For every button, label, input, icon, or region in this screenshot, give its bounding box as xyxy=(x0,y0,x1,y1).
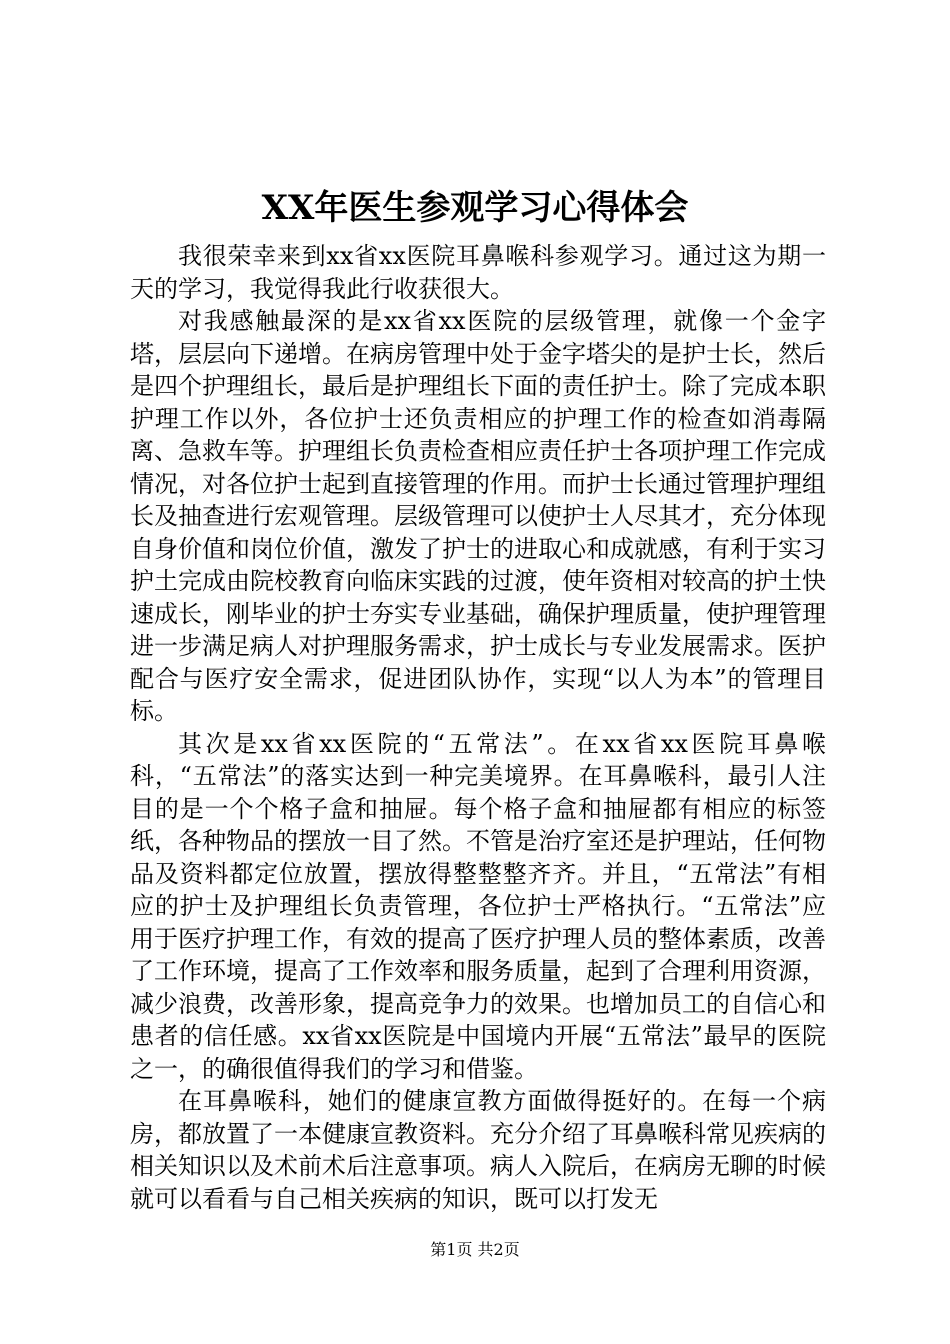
page-footer: 第1页 共2页 xyxy=(430,1240,520,1259)
paragraph-3: 其次是xx省xx医院的“五常法”。在xx省xx医院耳鼻喉科，“五常法”的落实达到一种完美境界。在耳鼻喉科，最引人注目的是一个个格子盒和抽屉。每个格子盒和抽屉都有相应的标签纸，各种物品的摆放一目了然。不管是治疗室还是护理站，任何物品及资料都定位放置，摆放得整整整齐齐。并且，“五常法”有相应的护士及护理组长负责管理，各位护士严格执行。“五常法”应用于医疗护理工作，有效的提高了医疗护理人员的整体素质，改善了工作环境，提高了工作效率和服务质量，起到了合理利用资源，减少浪费，改善形象，提高竞争力的效果。也增加员工的自信心和患者的信任感。xx省xx医院是中国境内开展“五常法”最早的医院之一，的确很值得我们的学习和借鉴。 xyxy=(130,729,826,1083)
paragraph-1: 我很荣幸来到xx省xx医院耳鼻喉科参观学习。通过这为期一天的学习，我觉得我此行收获很大。 xyxy=(130,242,826,303)
paragraph-4: 在耳鼻喉科，她们的健康宣教方面做得挺好的。在每一个病房，都放置了一本健康宣教资料。充分介绍了耳鼻喉科常见疾病的相关知识以及术前术后注意事项。病人入院后，在病房无聊的时候就可以看看与自己相关疾病的知识，既可以打发无 xyxy=(130,1087,826,1213)
paragraph-2: 对我感触最深的是xx省xx医院的层级管理，就像一个金字塔，层层向下递增。在病房管理中处于金字塔尖的是护士长，然后是四个护理组长，最后是护理组长下面的责任护士。除了完成本职护理工作以外，各位护士还负责相应的护理工作的检查如消毒隔离、急救车等。护理组长负责检查相应责任护士各项护理工作完成情况，对各位护士起到直接管理的作用。而护士长通过管理护理组长及抽查进行宏观管理。层级管理可以使护士人尽其才，充分体现自身价值和岗位价值，激发了护士的进取心和成就感，有利于实习护土完成由院校教育向临床实践的过渡，使年资相对较高的护土快速成长，刚毕业的护士夯实专业基础，确保护理质量，使护理管理进一步满足病人对护理服务需求，护士成长与专业发展需求。医护配合与医疗安全需求，促进团队协作，实现“以人为本”的管理目标。 xyxy=(130,307,826,725)
document-body xyxy=(130,240,826,1215)
document-title: XX年医生参观学习心得体会 xyxy=(261,188,689,228)
